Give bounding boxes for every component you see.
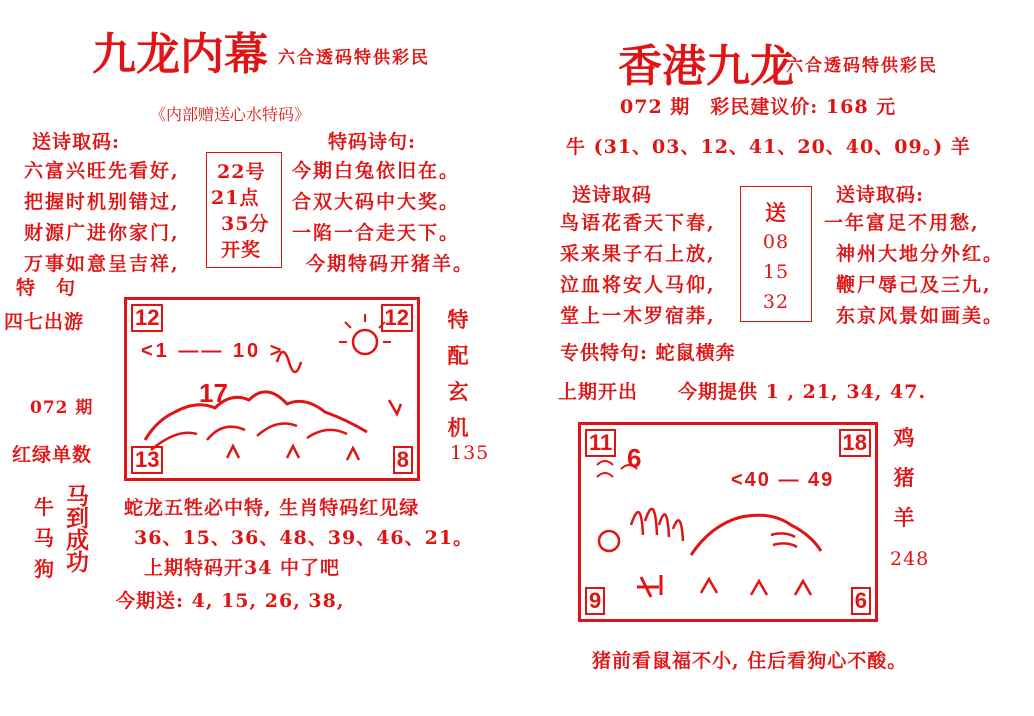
left-side-1: 四七出游 (4, 311, 85, 333)
time-day: 22号 (217, 161, 266, 183)
poem-line: 合双大码中大奖。 (292, 191, 461, 213)
poem-line: 鸟语花香天下春, (560, 212, 716, 234)
time-minute: 35分 (221, 213, 270, 235)
right-poem-head-left: 送诗取码 (572, 184, 653, 206)
right-figure (578, 422, 878, 622)
animal-char: 牛 (34, 495, 54, 519)
left-side-vertical (446, 302, 470, 446)
left-figure-scrawl: <1 —— 10 > (141, 340, 285, 362)
vertical-char: 特 (447, 307, 469, 332)
animal-char: 马 (34, 526, 54, 550)
left-line-last: 上期特码开34 中了吧 (144, 557, 341, 579)
left-subtitle: 六合透码特供彩民 (278, 48, 430, 68)
right-poem-head-right: 送诗取码: (836, 184, 925, 206)
vertical-char: 羊 (893, 505, 915, 530)
animal-char: 功 (66, 549, 89, 576)
right-footer: 猪前看鼠福不小, 住后看狗心不酸。 (592, 650, 908, 672)
vertical-char: 玄 (447, 379, 469, 404)
animal-char: 到 (66, 505, 89, 532)
right-subtitle: 六合透码特供彩民 (786, 56, 938, 76)
right-special-line: 专供特句: 蛇鼠横奔 (560, 342, 736, 364)
send-number: 08 (762, 231, 790, 253)
right-corner-br: 6 (851, 587, 871, 615)
left-side-number: 135 (450, 442, 490, 464)
poem-line: 一陷一合走天下。 (292, 222, 461, 244)
right-figure-scrawl-2: 6 (627, 443, 642, 473)
left-line-zodiac: 蛇龙五牲必中特, 生肖特码红见绿 (124, 497, 420, 519)
poem-line: 神州大地分外红。 (836, 243, 1005, 265)
right-corner-tr: 18 (839, 429, 871, 457)
vertical-char: 鸡 (893, 425, 915, 450)
right-numbers-line: 牛 (31、03、12、41、20、40、09。) 羊 (566, 136, 971, 158)
send-number: 32 (762, 291, 790, 313)
poem-line: 采来果子石上放, (560, 243, 716, 265)
poem-line: 一年富足不用愁, (824, 212, 980, 234)
right-side-number: 248 (890, 548, 930, 570)
poem-line: 东京风景如画美。 (836, 305, 1005, 327)
right-figure-drawing (581, 425, 875, 619)
vertical-char: 猪 (893, 465, 915, 490)
time-draw: 开奖 (221, 239, 262, 261)
right-poem-right (824, 208, 1004, 332)
poem-line: 财源广进你家门, (24, 222, 180, 244)
animal-char: 成 (66, 527, 89, 554)
left-corner-tl: 12 (131, 304, 163, 332)
poem-line: 泣血将安人马仰, (560, 274, 716, 296)
left-figure (124, 297, 420, 481)
left-corner-tr: 12 (381, 304, 413, 332)
left-special-label: 特 句 (16, 277, 77, 299)
left-corner-bl: 13 (131, 446, 163, 474)
poem-line: 六富兴旺先看好, (24, 160, 180, 182)
left-poem-left (24, 156, 180, 280)
right-last-line: 上期开出 今期提供 1 , 21, 34, 47. (558, 381, 927, 403)
right-corner-tl: 11 (585, 429, 616, 457)
poem-line: 把握时机别错过, (24, 191, 180, 213)
left-animals-col1 (34, 492, 54, 585)
animal-char: 马 (66, 483, 89, 510)
left-line-numbers: 36、15、36、48、39、46、21。 (134, 527, 474, 549)
poem-line: 鞭尸辱己及三九, (836, 274, 992, 296)
left-poem-right (292, 156, 474, 280)
right-issue-line: 072 期 彩民建议价: 168 元 (620, 96, 897, 118)
time-hour: 21点 (211, 187, 260, 209)
left-animals-col2 (66, 483, 89, 576)
poem-line: 万事如意呈吉祥, (24, 253, 180, 275)
poem-line: 今期白兔依旧在。 (292, 160, 461, 182)
send-number: 15 (762, 261, 790, 283)
right-figure-scrawl: <40 — 49 (731, 469, 835, 491)
left-time-box (206, 152, 282, 268)
vertical-char: 机 (447, 415, 469, 440)
poem-line: 堂上一木罗宿莽, (560, 305, 716, 327)
left-side-2: 072 期 (30, 398, 94, 418)
poem-line: 今期特码开猪羊。 (306, 253, 475, 275)
left-gift-line: 《内部赠送心水特码》 (150, 105, 311, 124)
left-line-send: 今期送: 4, 15, 26, 38, (116, 590, 345, 612)
left-side-3: 红绿单数 (12, 444, 93, 466)
left-figure-drawing (127, 300, 417, 478)
vertical-char: 配 (447, 343, 469, 368)
left-corner-br: 8 (393, 446, 413, 474)
animal-char: 狗 (34, 557, 54, 581)
left-poem-head-right: 特码诗句: (328, 131, 417, 153)
left-poem-head-left: 送诗取码: (32, 131, 121, 153)
left-title: 九龙内幕 (92, 29, 268, 80)
right-send-box (740, 186, 812, 322)
send-label: 送 (765, 200, 787, 225)
right-poem-left (560, 208, 716, 332)
right-corner-bl: 9 (585, 587, 605, 615)
right-title: 香港九龙 (618, 41, 794, 92)
right-side-vertical (892, 418, 916, 538)
left-figure-scrawl-2: 17 (199, 378, 228, 408)
